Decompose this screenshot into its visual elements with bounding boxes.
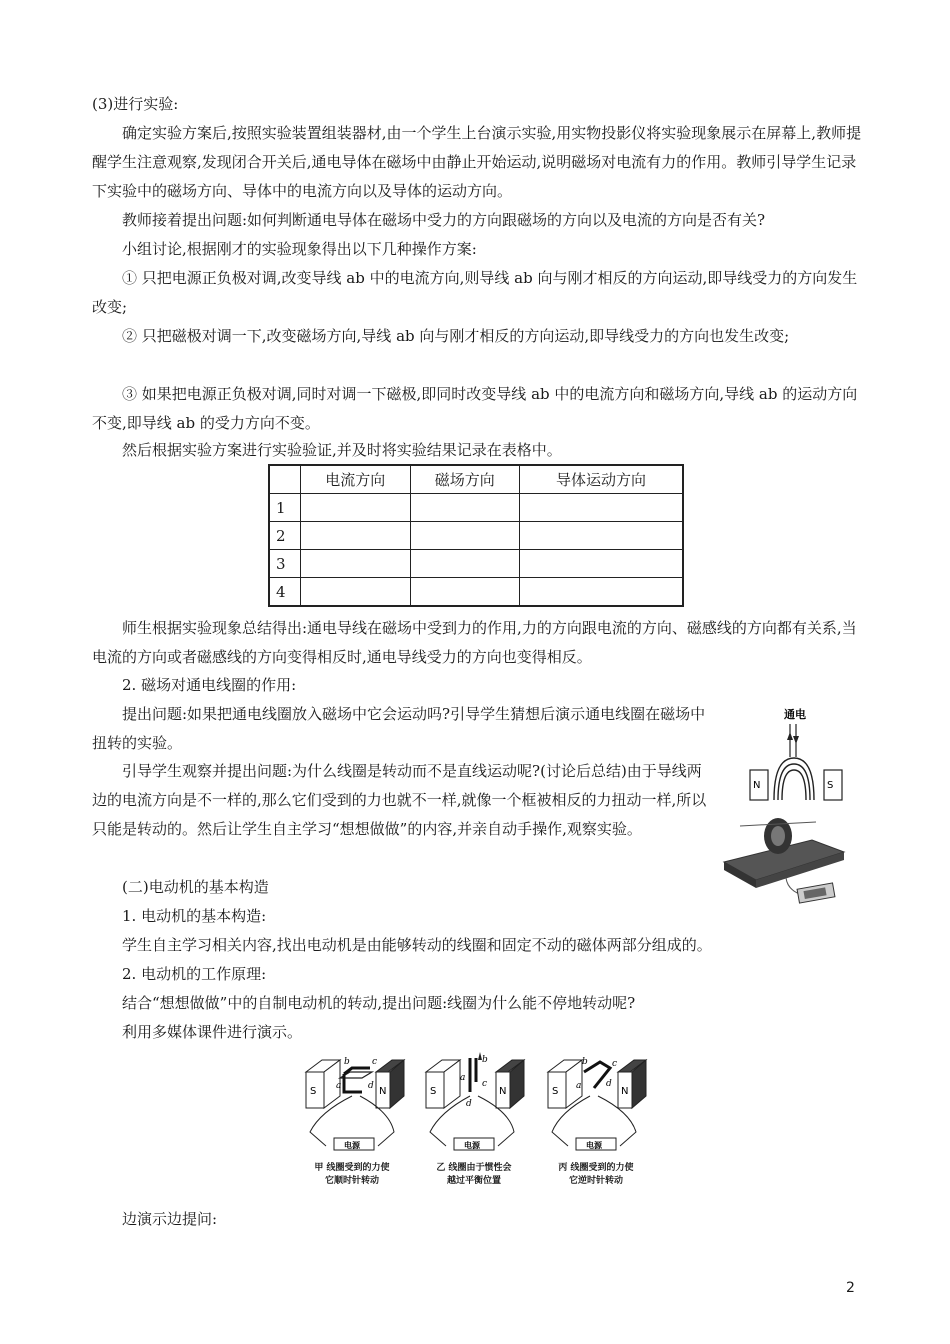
caption-line: 越过平衡位置 xyxy=(446,1176,501,1186)
motor-figure-bing xyxy=(548,1057,646,1150)
caption-line: 乙 线圈由于惯性会 xyxy=(436,1163,512,1173)
coil-experiment-figure xyxy=(716,702,856,912)
para-step3: (3)进行实验: xyxy=(92,95,179,113)
pole-n-label: N xyxy=(379,1086,387,1097)
table-row xyxy=(269,494,683,522)
coil-letter-d: d xyxy=(368,1081,374,1091)
para-plan-1: ① 只把电源正负极对调,改变导线 ab 中的电流方向,则导线 ab 向与刚才相反的方向运动,即导线受力的方向发生改变; xyxy=(92,269,858,316)
pole-s-label: S xyxy=(310,1086,317,1097)
row-number: 1 xyxy=(269,494,301,522)
para-multimedia: 利用多媒体课件进行演示。 xyxy=(122,1023,303,1041)
coil-letter-b: b xyxy=(582,1057,588,1067)
pole-s-label: S xyxy=(552,1086,559,1097)
para-motor-heading: (二)电动机的基本构造 xyxy=(122,878,269,896)
para-motor-question: 结合“想想做做”中的自制电动机的转动,提出问题:线圈为什么能不停地转动呢? xyxy=(122,994,636,1012)
table-header-cell: 电流方向 xyxy=(301,465,411,494)
para-motor-principle: 2. 电动机的工作原理: xyxy=(122,965,267,983)
para-setup: 确定实验方案后,按照实验装置组装器材,由一个学生上台演示实验,用实物投影仪将实验现象展示在屏幕上,教师提醒学生注意观察,发现闭合开关后,通电导体在磁场中由静止开始运动,说明磁场对电流有力的作用。教师引导学生记录下实验中的磁场方向、导体中的电流方向以及导体的运动方向。 xyxy=(92,124,862,200)
table-header-cell: 磁场方向 xyxy=(410,465,520,494)
para-discussion: 小组讨论,根据刚才的实验现象得出以下几种操作方案: xyxy=(122,240,477,258)
pole-n-label: N xyxy=(499,1086,507,1097)
para-coil-explain: 引导学生观察并提出问题:为什么线圈是转动而不是直线运动呢?(讨论后总结)由于导线两边的电流方向是不一样的,那么它们受到的力也就不一样,就像一个框被相反的力扭动一样,所以只能是转动的。然后让学生自主学习“想想做做”的内容,并亲自动手操作,观察实验。 xyxy=(92,762,707,838)
row-number: 2 xyxy=(269,522,301,550)
table-header-cell xyxy=(269,465,301,494)
para-motor-parts: 学生自主学习相关内容,找出电动机是由能够转动的线圈和固定不动的磁体两部分组成的。 xyxy=(122,936,712,954)
motor-figure-yi xyxy=(426,1052,524,1150)
caption-line: 丙 线圈受到的力使 xyxy=(558,1163,634,1173)
para-motor-structure: 1. 电动机的基本构造: xyxy=(122,907,267,925)
table-header-cell: 导体运动方向 xyxy=(520,465,684,494)
pole-n-label: N xyxy=(621,1086,629,1097)
para-conclusion: 师生根据实验现象总结得出:通电导线在磁场中受到力的作用,力的方向跟电流的方向、磁感线的方向都有关系,当电流的方向或者磁感线的方向变得相反时,通电导线受力的方向也变得相反。 xyxy=(92,619,857,666)
power-label: 电源 xyxy=(586,1141,602,1150)
caption-line: 它顺时针转动 xyxy=(324,1176,379,1186)
record-table xyxy=(268,464,684,607)
coil-letter-c: c xyxy=(482,1079,488,1089)
coil-letter-d: d xyxy=(466,1099,472,1109)
pole-s-label: S xyxy=(827,780,834,791)
para-question: 教师接着提出问题:如何判断通电导体在磁场中受力的方向跟磁场的方向以及电流的方向是否有关? xyxy=(122,211,766,229)
para-demo-question: 边演示边提问: xyxy=(122,1210,218,1228)
para-section-2: 2. 磁场对通电线圈的作用: xyxy=(122,676,297,694)
coil-letter-c: c xyxy=(612,1059,618,1069)
table-row xyxy=(269,522,683,550)
coil-letter-b: b xyxy=(482,1055,488,1065)
table-header-row xyxy=(269,465,683,494)
power-label: 电源 xyxy=(464,1141,480,1150)
row-number: 4 xyxy=(269,578,301,607)
power-label: 电源 xyxy=(344,1141,360,1150)
coil-letter-a: a xyxy=(460,1073,466,1083)
coil-letter-d: d xyxy=(606,1079,612,1089)
para-plan-3: ③ 如果把电源正负极对调,同时对调一下磁极,即同时改变导线 ab 中的电流方向和磁场方向,导线 ab 的运动方向不变,即导线 ab 的受力方向不变。 xyxy=(92,385,858,432)
caption-line: 甲 线圈受到的力使 xyxy=(314,1163,390,1173)
caption-yi xyxy=(418,1162,530,1188)
table-row xyxy=(269,578,683,607)
para-verify: 然后根据实验方案进行实验验证,并及时将实验结果记录在表格中。 xyxy=(122,441,562,459)
table-row xyxy=(269,550,683,578)
caption-bing xyxy=(540,1162,652,1188)
caption-line: 它逆时针转动 xyxy=(568,1176,623,1186)
coil-letter-a: a xyxy=(336,1081,342,1091)
page-number: 2 xyxy=(846,1280,855,1296)
figure-label-energized: 通电 xyxy=(784,708,806,721)
pole-s-label: S xyxy=(430,1086,437,1097)
para-plan-2: ② 只把磁极对调一下,改变磁场方向,导线 ab 向与刚才相反的方向运动,即导线受力的方向也发生改变; xyxy=(122,327,790,345)
caption-jia xyxy=(296,1162,408,1188)
motor-diagram-row xyxy=(300,1052,660,1152)
coil-letter-a: a xyxy=(576,1081,582,1091)
motor-figure-jia xyxy=(306,1057,404,1150)
coil-letter-c: c xyxy=(372,1057,378,1067)
pole-n-label: N xyxy=(753,780,761,791)
para-coil-question: 提出问题:如果把通电线圈放入磁场中它会运动吗?引导学生猜想后演示通电线圈在磁场中扭转的实验。 xyxy=(92,705,706,752)
row-number: 3 xyxy=(269,550,301,578)
coil-letter-b: b xyxy=(344,1057,350,1067)
